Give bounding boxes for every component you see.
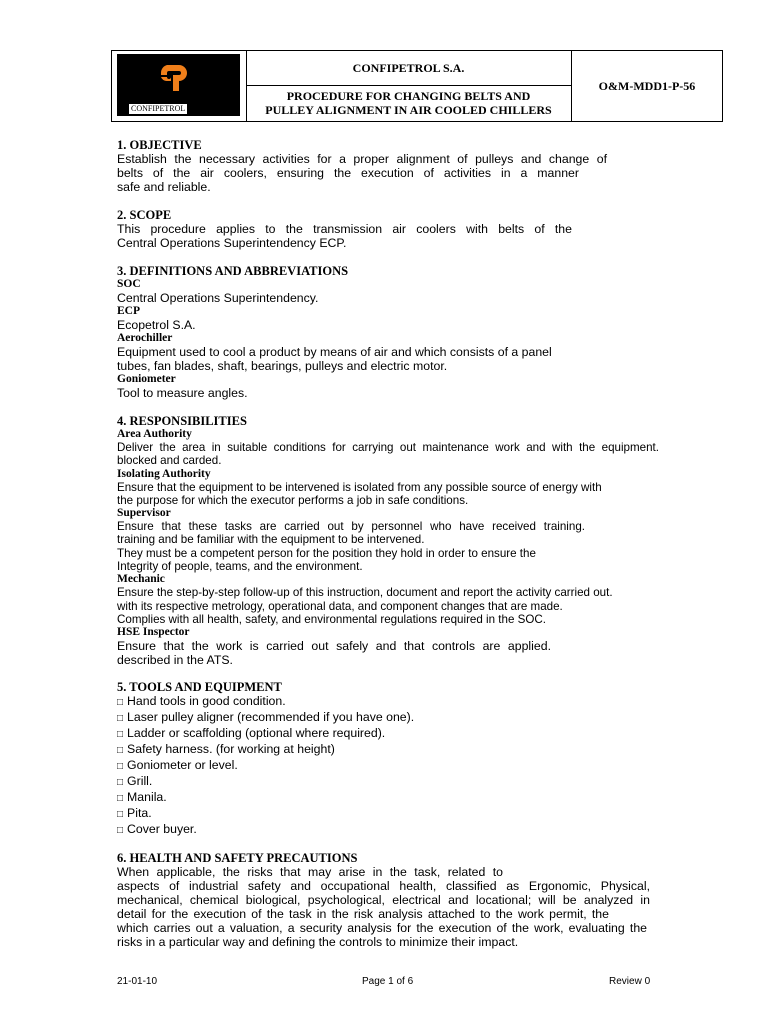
role-supervisor-line-3: They must be a competent person for the position they hold in order to ensure the <box>117 546 536 560</box>
term-ecp-definition: Ecopetrol S.A. <box>117 318 196 332</box>
precautions-line-6: risks in a particular way and defining the controls to minimize their impact. <box>117 935 519 950</box>
precautions-line-1: When applicable, the risks that may arise in the task, related to <box>117 865 503 880</box>
footer-page-number: Page 1 of 6 <box>362 976 414 987</box>
role-area-authority-line-2: blocked and carded. <box>117 454 222 468</box>
term-soc: SOC <box>117 278 141 290</box>
tools-item: □ Cover buyer. <box>117 822 662 838</box>
tools-item: □ Manila. <box>117 790 662 806</box>
objective-line-3: safe and reliable. <box>117 180 211 194</box>
objective-line-1: Establish the necessary activities for a proper alignment of pulleys and change of <box>117 152 607 166</box>
footer-review: Review 0 <box>609 976 651 987</box>
scope-line-1: This procedure applies to the transmission air coolers with belts of the <box>117 222 572 236</box>
role-mechanic-line-3: Complies with all health, safety, and environmental regulations required in the SOC. <box>117 612 546 626</box>
scope-line-2: Central Operations Superintendency ECP. <box>117 236 347 250</box>
objective-line-2: belts of the air coolers, ensuring the execution of activities in a manner <box>117 166 579 180</box>
document-title <box>246 86 572 121</box>
precautions-line-4: detail for the execution of the task in the risk analysis attached to the work permit, the <box>117 907 609 922</box>
tools-item: □ Safety harness. (for working at height) <box>117 742 662 758</box>
role-supervisor-line-1: Ensure that these tasks are carried out by personnel who have received training. <box>117 520 585 534</box>
objective-heading: 1. OBJECTIVE <box>117 138 202 152</box>
role-isolating-authority-line-1: Ensure that the equipment to be intervened is isolated from any possible source of energy with <box>117 480 602 494</box>
role-area-authority: Area Authority <box>117 428 192 440</box>
role-isolating-authority: Isolating Authority <box>117 467 211 480</box>
tools-item: □ Pita. <box>117 806 662 822</box>
document-header <box>111 50 723 122</box>
role-mechanic-line-2: with its respective metrology, operational data, and component changes that are made. <box>117 599 563 613</box>
term-aerochiller: Aerochiller <box>117 332 173 344</box>
scope-heading: 2. SCOPE <box>117 208 172 222</box>
tools-item: □ Grill. <box>117 774 662 790</box>
term-aerochiller-definition-1: Equipment used to cool a product by means of air and which consists of a panel <box>117 345 552 359</box>
role-area-authority-line-1: Deliver the area in suitable conditions for carrying out maintenance work and with the equipment. <box>117 441 659 454</box>
document-title-line-1: PROCEDURE FOR CHANGING BELTS AND <box>286 89 531 103</box>
tools-item: □ Goniometer or level. <box>117 758 662 774</box>
tools-heading: 5. TOOLS AND EQUIPMENT <box>117 680 282 695</box>
confipetrol-logo-icon <box>157 61 193 93</box>
term-soc-definition: Central Operations Superintendency. <box>117 291 319 305</box>
document-code: O&M-MDD1-P-56 <box>598 79 696 93</box>
company-name: CONFIPETROL S.A. <box>246 51 572 86</box>
precautions-line-5: which carries out a valuation, a security analysis for the execution of the work, evaluating the <box>117 921 647 936</box>
term-goniometer: Goniometer <box>117 373 176 385</box>
role-mechanic: Mechanic <box>117 573 165 586</box>
company-logo <box>117 54 240 116</box>
precautions-heading: 6. HEALTH AND SAFETY PRECAUTIONS <box>117 851 358 866</box>
role-hse-inspector: HSE Inspector <box>117 626 190 639</box>
role-hse-inspector-line-2: described in the ATS. <box>117 653 233 668</box>
logo-cell <box>112 51 247 121</box>
role-hse-inspector-line-1: Ensure that the work is carried out safely and that controls are applied. <box>117 639 551 654</box>
tools-item: □ Hand tools in good condition. <box>117 694 662 710</box>
document-body <box>117 138 662 949</box>
term-ecp: ECP <box>117 305 140 317</box>
tools-item: □ Ladder or scaffolding (optional where required). <box>117 726 662 742</box>
logo-text: CONFIPETROL <box>131 104 186 113</box>
precautions-line-3: mechanical, chemical biological, psychological, electrical and locational; will be analyzed in <box>117 893 650 908</box>
role-supervisor: Supervisor <box>117 507 171 520</box>
definitions-heading: 3. DEFINITIONS AND ABBREVIATIONS <box>117 264 349 278</box>
document-title-line-2: PULLEY ALIGNMENT IN AIR COOLED CHILLERS <box>265 103 552 117</box>
responsibilities-heading: 4. RESPONSIBILITIES <box>117 414 247 428</box>
tools-item: □ Laser pulley aligner (recommended if you have one). <box>117 710 662 726</box>
term-goniometer-definition: Tool to measure angles. <box>117 386 248 400</box>
role-isolating-authority-line-2: the purpose for which the executor performs a job in safe conditions. <box>117 493 469 507</box>
role-mechanic-line-1: Ensure the step-by-step follow-up of this instruction, document and report the activity carried out. <box>117 586 613 600</box>
precautions-line-2: aspects of industrial safety and occupational health, classified as Ergonomic, Physical, <box>117 879 650 894</box>
term-aerochiller-definition-2: tubes, fan blades, shaft, bearings, pulleys and electric motor. <box>117 359 448 373</box>
role-supervisor-line-2: training and be familiar with the equipment to be intervened. <box>117 533 425 547</box>
role-supervisor-line-4: Integrity of people, teams, and the environment. <box>117 560 363 574</box>
footer-date: 21-01-10 <box>117 976 158 987</box>
